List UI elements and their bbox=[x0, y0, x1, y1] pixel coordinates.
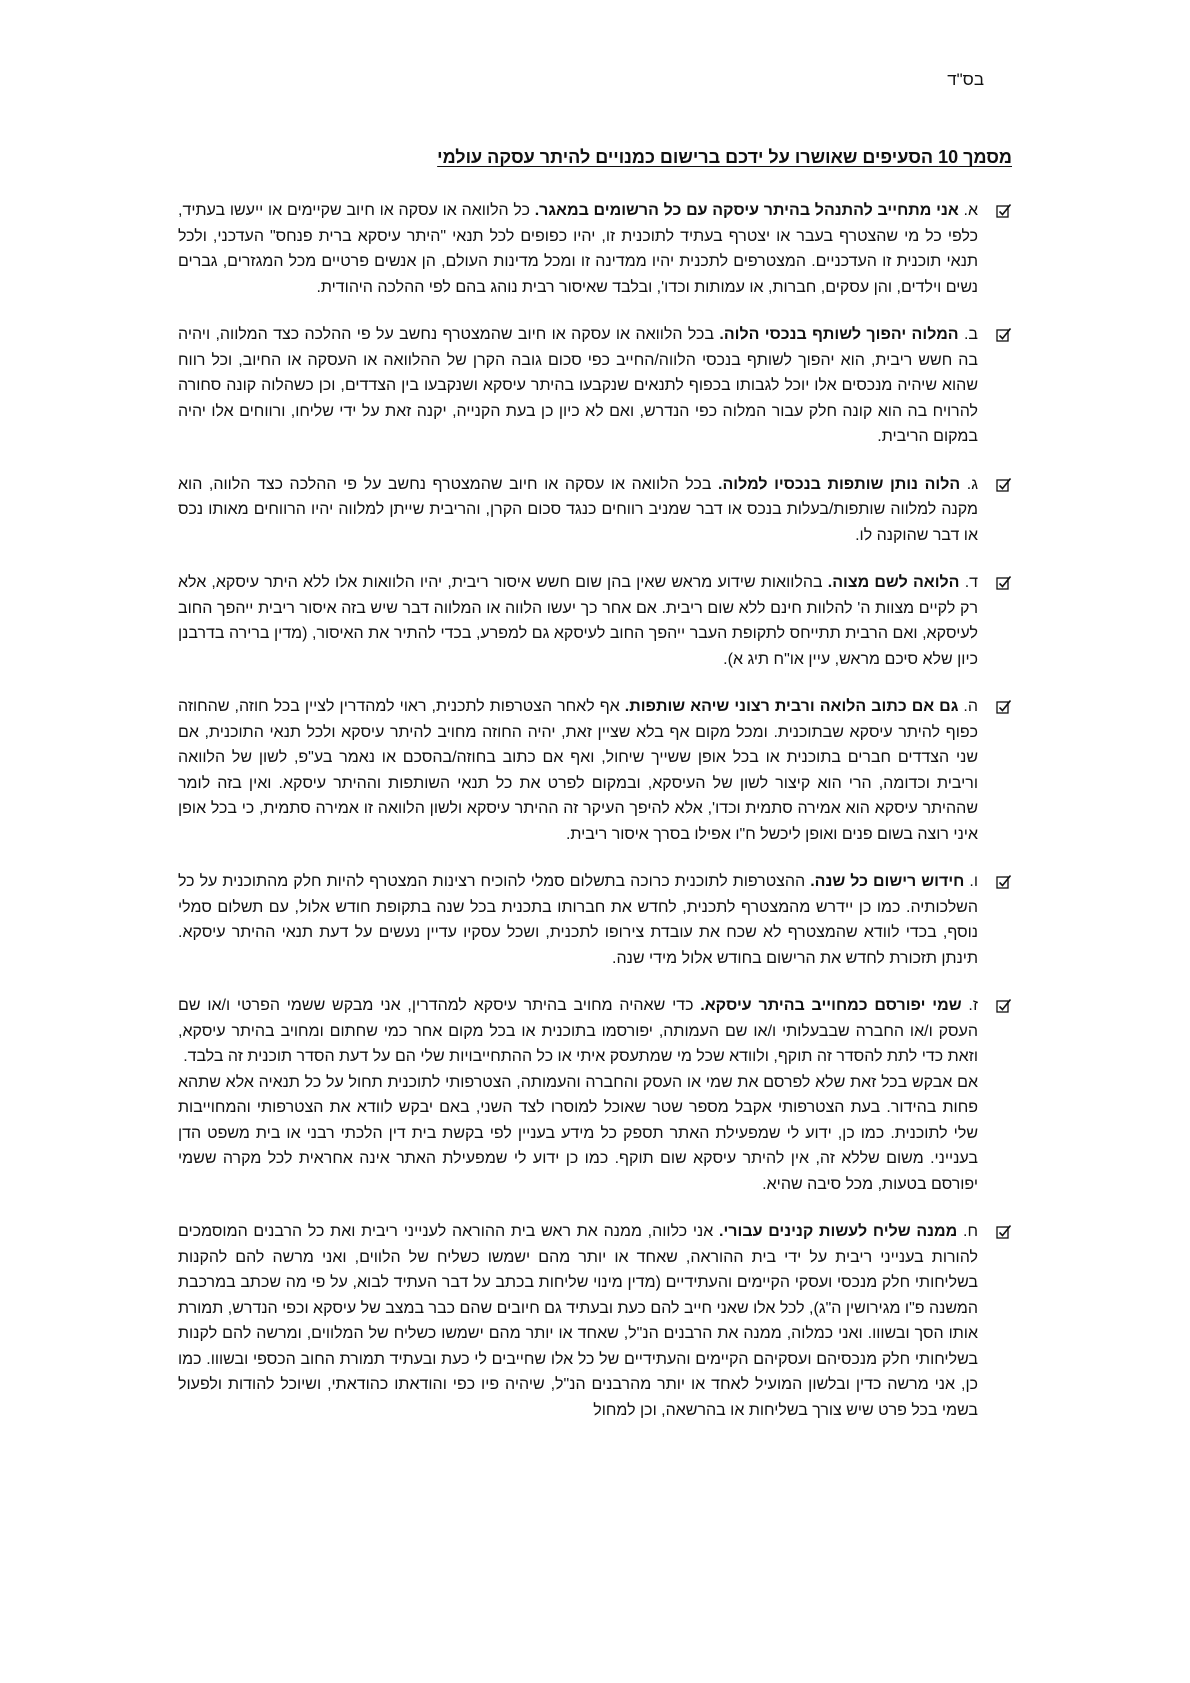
clause-body: כל הלוואה או עסקה או חיוב שקיימים או ייעשו בעתיד, כלפי כל מי שהצטרף בעבר או יצטרף בעתיד לתוכנית זו, יהיו כפופים לכל תנאי "היתר עיסקא ברית פנחס" העדכני, ולכל תנאי תוכנית זו העדכניים. המצטרפים לתכנית יהיו ממדינה זו ומכל מדינות העולם, הן אנשים פרטיים מכל המגזרים, גברים נשים וילדים, והן עסקים, חברות, או עמותות וכדו', ובלבד שאיסור רבית נוהג בהם לפי ההלכה היהודית. bbox=[178, 202, 978, 296]
checkbox-checked-icon bbox=[996, 476, 1012, 492]
clause-body: אם אבקש בכל זאת שלא לפרסם את שמי או העסק והחברה והעמותה, הצטרפותי לתוכנית תחול על כל תנאיה אלא שתהא פחות בהידור. בעת הצטרפותי אקבל מספר שטר שאוכל למוסרו לצד השני, באם יבקש לוודא את הצטרפותי והמחוייבות שלי לתוכנית. כמו כן, ידוע לי שמפעילת האתר תספק כל מידע בעניין לפי בקשת בית דין הלכתי רבני או בית משפט הדן בענייני. משום שללא זה, אין להיתר עיסקא שום תוקף. כמו כן ידוע לי שמפעילת האתר אינה אחראית לכל מקרה ששמי יפורסם בטעות, מכל סיבה שהיא. bbox=[178, 1073, 978, 1193]
checkbox-checked-icon bbox=[996, 574, 1012, 590]
document-title: מסמך 10 הסעיפים שאושרו על ידכם ברישום כמנויים להיתר עסקה עולמי bbox=[437, 147, 1012, 167]
clause-paragraph bbox=[178, 570, 978, 672]
clause-body: בכל הלוואה או עסקה או חיוב שהמצטרף נחשב על פי ההלכה כצד הלווה, הוא מקנה למלווה שותפות/בעלות בנכס או דבר שמניב רווחים כנגד סכום הקרן, והריבית שייתן למלווה יהיו הרווחים מאותו נכס או דבר שהוקנה לו. bbox=[178, 475, 978, 544]
clause-letter: ג. bbox=[966, 475, 979, 493]
clause-2 bbox=[178, 322, 1012, 450]
checkbox-checked-icon bbox=[996, 202, 1012, 218]
clause-3 bbox=[178, 472, 1012, 549]
clause-paragraph bbox=[178, 1070, 978, 1198]
clause-letter: ה. bbox=[963, 698, 978, 715]
clause-letter: ב. bbox=[963, 326, 978, 343]
clause-letter: ד. bbox=[964, 574, 978, 591]
checkbox-checked-icon bbox=[996, 698, 1012, 714]
clause-8 bbox=[178, 1219, 1012, 1423]
clause-5 bbox=[178, 694, 1012, 847]
checkbox-checked-icon bbox=[996, 1223, 1012, 1239]
checkbox-checked-icon bbox=[996, 326, 1012, 342]
clause-paragraph bbox=[178, 472, 978, 549]
sections-list bbox=[178, 198, 1012, 1445]
clause-letter: א. bbox=[963, 202, 978, 219]
clause-heading: אני מתחייב להתנהל בהיתר עיסקה עם כל הרשומים במאגר. bbox=[534, 202, 959, 219]
clause-heading: הלוה נותן שותפות בנכסיו למלוה. bbox=[718, 475, 961, 493]
clause-4 bbox=[178, 570, 1012, 672]
checkbox-checked-icon bbox=[996, 997, 1012, 1013]
clause-paragraph bbox=[178, 694, 978, 847]
clause-heading: הלואה לשם מצוה. bbox=[827, 574, 960, 591]
clause-paragraph bbox=[178, 322, 978, 450]
document-page bbox=[178, 0, 1012, 1683]
clause-body: אני כלווה, ממנה את ראש בית ההוראה לענייני ריבית ואת כל הרבנים המוסמכים להורות בענייני ריבית על ידי בית ההוראה, שאחד או יותר מהם ישמשו כשליח של הלווים, ואני מרשה להם להקנות בשליחותי חלק מנכסי ועסקי הקיימים והעתידיים (מדין מינוי שליחות בכתב על דבר העתיד לבוא, על פי מה שכתב במרכבת המשנה פ"ו מגירושין ה"ג), לכל אלו שאני חייב להם כעת ובעתיד גם חיובים שהם כבר במצב של עיסקא וכפי הנדרש, תמורת אותו הסך ובשווו. ואני כמלוה, ממנה את הרבנים הנ"ל, שאחד או יותר מהם ישמשו כשליח של המלווים, ומרשה להם לקנות בשליחותי חלק מנכסיהם ועסקיהם הקיימים והעתידיים של כל אלו שחייבים לי כעת ובעתיד תמורת החוב הכספי ובשווו. כמו כן, אני מרשה כדין ובלשון המועיל לאחד או יותר מהרבנים הנ"ל, שיהיה פיו כפי והודאתו כהודאתי, ושיוכל להודות ולפעול בשמי בכל פרט שיש צורך בשליחות או בהרשאה, וכן למחול bbox=[178, 1223, 978, 1419]
checkbox-checked-icon bbox=[996, 873, 1012, 889]
clause-body: כדי שאהיה מחויב בהיתר עיסקא למהדרין, אני מבקש ששמי הפרטי ו/או שם העסק ו/או החברה שבבעלותי ו/או שם העמותה, יפורסמו בתוכנית או בכל מקום אחר כמי שחתום ומחויב בהיתר עיסקא, וזאת כדי לתת להסדר זה תוקף, ולוודא שכל מי שמתעסק איתי או כל ההתחייבויות שלי הם על דעת הסדר תוכנית זה בלבד. bbox=[178, 997, 978, 1065]
clause-paragraph bbox=[178, 993, 978, 1070]
clause-heading: גם אם כתוב הלואה ורבית רצוני שיהא שותפות. bbox=[624, 698, 959, 715]
clause-6 bbox=[178, 869, 1012, 971]
clause-body: אף לאחר הצטרפות לתכנית, ראוי למהדרין לציין בכל חוזה, שהחוזה כפוף להיתר עיסקא שבתוכנית. ומכל מקום אף בלא שציין זאת, יהיה החוזה מחויב להיתר עיסקא ולכל תנאי התוכנית, אם שני הצדדים חברים בתוכנית או בכל אופן ששייך שיחול, ואף אם כתוב בחוזה/בהסכם או נאמר בע"פ, לשון של הלוואה וריבית וכדומה, הרי הוא קיצור לשון של העיסקא, ובמקום לפרט את כל תנאי השותפות וההיתר עיסקא. ואין בזה לומר שההיתר עיסקא הוא אמירה סתמית וכדו', אלא להיפך העיקר זה ההיתר עיסקא ולשון הלוואה זו אמירה סתמית, כי בכל אופן איני רוצה בשום פנים ואופן ליכשל ח"ו אפילו בסרך איסור ריבית. bbox=[178, 698, 978, 843]
clause-body: בהלוואות שידוע מראש שאין בהן שום חשש איסור ריבית, יהיו הלוואות אלו ללא היתר עיסקא, אלא רק לקיים מצוות ה' להלוות חינם ללא שום ריבית. אם אחר כך יעשו הלווה או המלווה דבר שיש בזה איסור ריבית ייהפך החוב לעיסקא, ואם הרבית תתייחס לתקופת העבר ייהפך החוב לעיסקא גם למפרע, בכדי להתיר את האיסור, (מדין ברירה בדרבנן כיון שלא סיכם מראש, עיין או"ח תיג א). bbox=[178, 574, 978, 668]
header-mark: בס"ד bbox=[947, 70, 984, 89]
clause-7 bbox=[178, 993, 1012, 1197]
clause-heading: ממנה שליח לעשות קנינים עבורי. bbox=[719, 1223, 958, 1240]
clause-paragraph bbox=[178, 1219, 978, 1423]
clause-body: בכל הלוואה או עסקה או חיוב שהמצטרף נחשב על פי ההלכה כצד המלווה, ויהיה בה חשש ריבית, הוא יהפוך לשותף בנכסי הלווה/החייב כפי סכום גובה הקרן של ההלוואה או העסקה או החיוב, וכל רווח שהוא שיהיה מנכסים אלו יוכל לגבותו בכפוף לתנאים שנקבעו בהיתר עיסקא ושנקבעו בין הצדדים, וכן כשהלוה קונה סחורה להרויח בה הוא קונה חלק עבור המלוה כפי הנדרש, ואם לא כיון כן בעת הקנייה, יקנה זאת על ידי שליחו, ורווחים אלו יהיה במקום הריבית. bbox=[178, 326, 978, 445]
clause-body: ההצטרפות לתוכנית כרוכה בתשלום סמלי להוכיח רצינות המצטרף להיות חלק מהתוכנית על כל השלכותיה. כמו כן יידרש מהמצטרף לתכנית, לחדש את חברותו בתכנית בכל שנה בתקופת חודש אלול, עם תשלום סמלי נוסף, בכדי לוודא שהמצטרף לא שכח את עובדת צירופו לתכנית, ושכל עסקיו עדיין נעשים על דעת תנאי ההיתר עיסקא. תינתן תזכורת לחדש את הרישום בחודש אלול מידי שנה. bbox=[178, 873, 978, 967]
clause-heading: שמי יפורסם כמחוייב בהיתר עיסקא. bbox=[700, 997, 962, 1014]
clause-paragraph bbox=[178, 869, 978, 971]
clause-letter: ז. bbox=[968, 997, 978, 1014]
clause-heading: חידוש רישום כל שנה. bbox=[810, 873, 965, 890]
clause-letter: ו. bbox=[969, 873, 978, 890]
clause-letter: ח. bbox=[963, 1223, 979, 1240]
clause-paragraph bbox=[178, 198, 978, 300]
clause-1 bbox=[178, 198, 1012, 300]
clause-heading: המלוה יהפוך לשותף בנכסי הלוה. bbox=[719, 326, 959, 343]
